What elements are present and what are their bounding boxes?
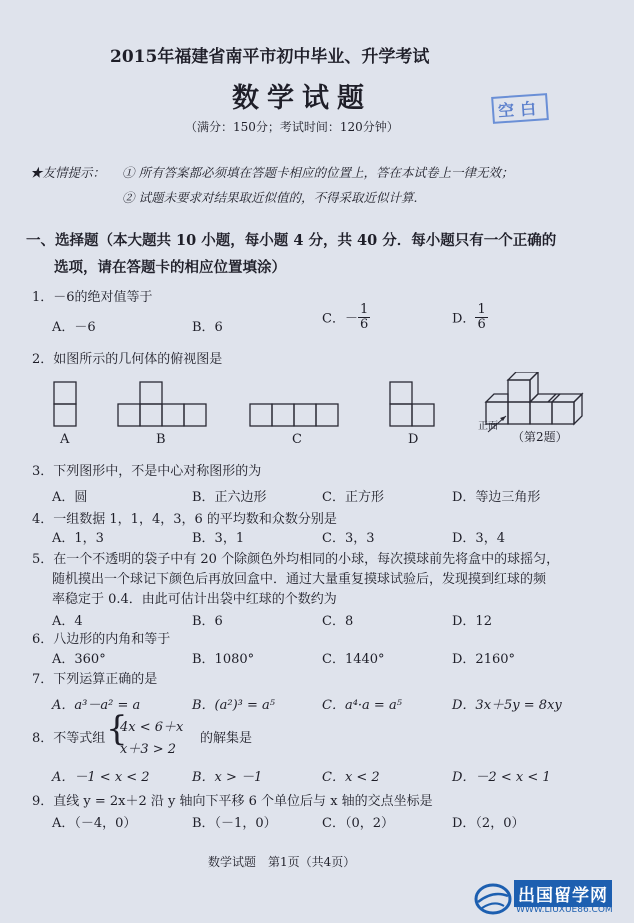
q8-inequality-2: x＋3 > 2 — [120, 742, 177, 757]
q3-option-b: B．正六边形 — [192, 490, 267, 505]
q3-stem: 3．下列图形中，不是中心对称图形的为 — [32, 464, 262, 479]
q1-option-c-denominator: 6 — [359, 316, 369, 332]
q7-option-c: C．a⁴·a = a⁵ — [322, 698, 402, 713]
tip-item-2: ② 试题未要求对结果取近似值的，不得采取近似计算. — [122, 190, 418, 205]
q8-stem-suffix: 的解集是 — [200, 731, 253, 746]
tips-label: ★友情提示： — [30, 165, 106, 180]
q4-option-a: A．1，3 — [52, 531, 104, 546]
q1-option-d-numerator: 1 — [477, 302, 486, 317]
globe-icon — [474, 882, 512, 916]
q8-brace: { — [106, 709, 128, 749]
q2-figure-b — [118, 382, 206, 426]
section-heading-cont: 选项，请在答题卡的相应位置填涂） — [54, 259, 286, 276]
q3-option-a: A．圆 — [52, 490, 88, 505]
q2-option-c: C — [292, 432, 302, 447]
q8-inequality-1: 4x < 6＋x — [120, 720, 184, 735]
q1-option-b: B．6 — [192, 320, 223, 335]
q6-option-a: A．360° — [52, 652, 106, 667]
q9-option-c: C．（0，2） — [322, 816, 394, 831]
q9-stem: 9．直线 y = 2x＋2 沿 y 轴向下平移 6 个单位后与 x 轴的交点坐标是 — [32, 794, 433, 809]
q5-option-c: C．8 — [322, 614, 354, 629]
q7-stem: 7．下列运算正确的是 — [32, 672, 158, 687]
q6-option-d: D．2160° — [452, 652, 516, 667]
q6-stem: 6．八边形的内角和等于 — [32, 632, 171, 647]
section-heading: 一、选择题（本大题共 10 小题，每小题 4 分，共 40 分．每小题只有一个正确的 — [26, 232, 557, 249]
q2-front-label: 正面 — [478, 421, 498, 432]
q2-figure-c — [250, 404, 338, 426]
exam-title: 2015年福建省南平市初中毕业、升学考试 — [110, 47, 430, 67]
q4-option-d: D．3，4 — [452, 531, 505, 546]
q1-option-c-label: C．－ — [322, 311, 358, 327]
q1-option-d — [452, 303, 488, 331]
q8-stem-prefix: 8．不等式组 — [32, 731, 106, 746]
q7-option-a: A．a³－a² = a — [52, 698, 141, 713]
q5-stem-line-3: 率稳定于 0.4．由此可估计出袋中红球的个数约为 — [52, 592, 337, 607]
exam-info: （满分：150分；考试时间：120分钟） — [185, 120, 399, 134]
q2-option-b: B — [156, 432, 166, 447]
q1-stem: 1．－6的绝对值等于 — [32, 290, 153, 305]
q5-option-a: A．4 — [52, 614, 83, 629]
q9-option-d: D．（2，0） — [452, 816, 525, 831]
q1-option-a: A．－6 — [52, 320, 96, 335]
subject-title: 数学试题 — [232, 83, 372, 114]
q2-caption: （第2题） — [512, 430, 568, 444]
q3-option-c: C．正方形 — [322, 490, 384, 505]
q5-option-d: D．12 — [452, 614, 492, 629]
q4-stem: 4．一组数据 1，1，4，3，6 的平均数和众数分别是 — [32, 512, 337, 527]
watermark-url: WWW.LIUXUE86.COM — [516, 905, 613, 915]
q1-option-d-denominator: 6 — [477, 316, 486, 332]
q2-option-d: D — [408, 432, 419, 447]
tip-item-1: ① 所有答案都必须填在答题卡相应的位置上，答在本试卷上一律无效； — [122, 165, 514, 180]
q6-option-c: C．1440° — [322, 652, 385, 667]
q5-stem-line-2: 随机摸出一个球记下颜色后再放回盒中．通过大量重复摸球试验后，发现摸到红球的频 — [52, 572, 547, 587]
q4-option-c: C．3，3 — [322, 531, 375, 546]
q1-option-d-label: D． — [452, 311, 476, 327]
q6-option-b: B．1080° — [192, 652, 255, 667]
q8-option-c: C．x < 2 — [322, 770, 380, 785]
q5-stem-line-1: 5．在一个不透明的袋子中有 20 个除颜色外均相同的小球，每次摸球前先将盒中的球摇匀， — [32, 552, 560, 567]
q2-stem: 2．如图所示的几何体的俯视图是 — [32, 352, 223, 367]
q2-figure-d — [390, 382, 434, 426]
q1-option-c — [322, 303, 370, 331]
q8-option-d: D．－2 < x < 1 — [452, 770, 551, 785]
blank-stamp: 空白 — [491, 93, 549, 124]
q8-option-a: A．－1 < x < 2 — [52, 770, 150, 785]
watermark-brand: 出国留学网 — [514, 880, 612, 907]
q9-option-b: B．（－1，0） — [192, 816, 277, 831]
q7-option-b: B．(a²)³ = a⁵ — [192, 698, 275, 713]
q2-solid-figure — [486, 372, 582, 432]
q1-option-c-numerator: 1 — [359, 302, 369, 317]
q2-option-a: A — [60, 432, 70, 447]
q4-option-b: B．3，1 — [192, 531, 245, 546]
q8-option-b: B．x > －1 — [192, 770, 263, 785]
q3-option-d: D．等边三角形 — [452, 490, 541, 505]
q5-option-b: B．6 — [192, 614, 223, 629]
page-footer: 数学试题 第1页（共4页） — [208, 855, 356, 869]
q9-option-a: A．（－4，0） — [52, 816, 137, 831]
site-watermark — [474, 878, 632, 920]
q7-option-d: D．3x＋5y = 8xy — [452, 698, 562, 713]
q2-figure-a — [54, 382, 76, 426]
